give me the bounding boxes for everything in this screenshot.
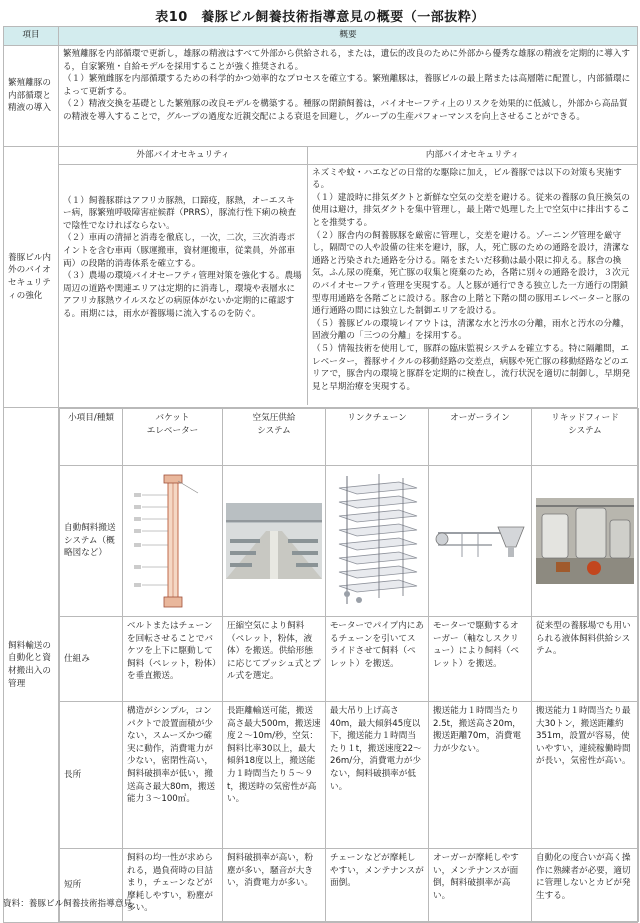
demerits-bucket: 飼料の均一性が求められる，過負荷時の目詰まり，チェーンなどが摩耗しやすい，粉塵が多い。 xyxy=(123,849,223,922)
table-header-row xyxy=(4,27,638,46)
feed-type-header-row xyxy=(60,409,639,466)
external-biosecurity-text: （１）飼養豚群はアフリカ豚熱，口蹄疫，豚熱，オーエスキー病，豚繁殖呼吸障害症候群（PRRS），豚流行性下痢の検査で陰性でなければならない。 （２）車両の清掃と消毒を徹底し，一次，二次，三次消毒ポイントを含む車両（豚運搬車，資材運搬車，従業員，外部車両）の段階的消毒体系を確立する。 （３）農場の環境バイオセーフティ管理対策を強化する。農場周辺の道路や関連エリアは定期的に消毒し，環境や表層水にアフリカ豚熱ウイルスなどの病原体がないか定期的に確認する。雨期には，雨水が養豚場に流入するのを防ぐ。 xyxy=(59,165,308,405)
demerits-auger: オーガーが摩耗しやすい，メンテナンスが面倒，飼料破損率が高い。 xyxy=(429,849,532,922)
source-note: 資料：養豚ビル飼養技術指導意見 xyxy=(3,899,132,909)
mechanism-bucket: ベルトまたはチェーンを回転させることでバケツを上下に駆動して飼料（ペレット，粉体）を垂直搬送。 xyxy=(123,617,223,702)
feed-system-table xyxy=(59,408,639,922)
row-breeding-label: 繁殖離豚の内部循環と精液の導入 xyxy=(4,46,59,147)
biosecurity-subheader xyxy=(59,147,637,165)
merits-auger: 搬送能力１時間当たり2.5t，搬送高さ20m，搬送距離70m，消費電力が少ない。 xyxy=(429,702,532,849)
link-chain-image xyxy=(326,466,429,617)
type-link-chain: リンクチェーン xyxy=(326,409,429,466)
mechanism-liquid: 従来型の養豚場でも用いられる液体飼料供給システム。 xyxy=(532,617,639,702)
row-biosecurity-label: 養豚ビル内外のバイオセキュリティの強化 xyxy=(4,147,59,408)
row-feed-transport xyxy=(4,408,638,923)
bucket-elevator-image xyxy=(123,466,223,617)
type-bucket-elevator: バケット エレベーター xyxy=(123,409,223,466)
demerits-row xyxy=(60,849,639,922)
demerits-liquid: 自動化の度合いが高く操作に熟練者が必要，適切に管理しないとカビが発生する。 xyxy=(532,849,639,922)
auger-line-icon xyxy=(432,513,528,569)
demerits-chain: チェーンなどが摩耗しやすい，メンテナンスが面倒。 xyxy=(326,849,429,922)
link-chain-building-icon xyxy=(329,472,425,610)
type-liquid-feed: リキッドフィード システム xyxy=(532,409,639,466)
mechanism-pneumatic: 圧縮空気により飼料（ペレット，粉体，液体）を搬送。供給形態に応じてプッシュ式とプル式を選定。 xyxy=(223,617,326,702)
external-biosecurity-header: 外部バイオセキュリティ xyxy=(59,147,308,164)
liquid-feed-photo-icon xyxy=(536,498,634,584)
liquid-feed-image xyxy=(532,466,639,617)
feed-image-row xyxy=(60,466,639,617)
mechanism-auger: モーターで駆動するオーガー（軸なしスクリュー）により飼料（ペレット）を搬送。 xyxy=(429,617,532,702)
merits-label: 長所 xyxy=(60,702,123,849)
row-biosecurity-content xyxy=(59,147,638,408)
auger-line-image xyxy=(429,466,532,617)
pneumatic-feed-photo-icon xyxy=(226,503,322,579)
merits-liquid: 搬送能力１時間当たり最大30トン，搬送距離約351m，設置が容易，使いやすい，連続稼働時間が長い，気密性が高い。 xyxy=(532,702,639,849)
row-breeding xyxy=(4,46,638,147)
subitem-header: 小項目/種類 xyxy=(60,409,123,466)
internal-biosecurity-text: ネズミや蚊・ハエなどの日常的な駆除に加え，ビル養豚では以下の対策も実施する。 （１）建設時に排気ダクトと新鮮な空気の交差を避ける。従来の養豚の負圧換気の使用は避け，排気ダクトを集中管理し，最上階で処理した上で空気中に排出することを推奨する。 （２）豚舎内の飼養豚豚を厳密に管理し，交差を避ける。ゾーニング管理を厳守し，隔間での人や設備の往来を避け，豚，人，死亡豚のための通路を設け，清潔な通路と汚染された通路を分ける。隔をまたいだ移動は最小限に抑える。豚舎の換気，ふん尿の廃棄，死亡豚の収集と廃棄のため，各階に別々の通路を設け，３次元のバイオセーフティ管理を実現する。人と豚が通行できる独立した一方通行の閉鎖型専用通路を各階ごとに設ける。豚舎の上階と下階の間の豚用エレベーターと豚の通行通路の間には独立した制御エリアを設ける。 （５）養豚ビルの環境レイアウトは，清潔な水と汚水の分離，雨水と汚水の分離，固液分離の「三つの分離」を採用する。 （５）情報技術を使用して，豚群の臨床監視システムを確立する。特に隔離間，エレベーター，養豚サイクルの移動経路の交差点，病豚や死亡豚の移動経路などのエリアで，豚舎内の環境と豚群を定期的に検査し，流行状況を適切に制御し，早期発見と早期治療を実現する。 xyxy=(312,167,631,392)
row-breeding-text: 繁殖離豚を内部循環で更新し，雄豚の精液はすべて外部から供給される，または，遺伝的改良のために外部から優秀な雄豚の精液を定期的に導入する，自家繁殖・自給モデルを採用することが強く推奨される。 （１）繁殖雌豚を内部循環するための科学的かつ効率的なプロセスを確立する。繁殖離豚は，養豚ビルの最上階または高層階に配置し，内部循環によって更新する。 （２）精液交換を基礎とした繁殖豚の改良モデルを構築する。種豚の閉鎖飼養は，バイオセーフティ上のリスクを効果的に低減し，外部から高品質の精液を導入することで，グループの過度な近親交配による衰退を回避し，グループの生産パフォーマンスを向上させることができる。 xyxy=(59,46,638,147)
type-auger-line: オーガーライン xyxy=(429,409,532,466)
row-feed-transport-label: 飼料輸送の自動化と資材搬出入の管理 xyxy=(4,408,59,923)
merits-chain: 最大吊り上げ高さ40m，最大傾斜45度以下，搬送能力１時間当たり１t，搬送速度22～26m/分，消費電力が少ない，飼料破損率が低い。 xyxy=(326,702,429,849)
table-title: 表10 養豚ビル飼養技術指導意見の概要（一部抜粋） xyxy=(155,10,485,25)
header-summary: 概要 xyxy=(59,27,638,46)
merits-bucket: 構造がシンプル，コンパクトで設置面積が少ない，スムーズかつ確実に動作，消費電力が少ない，密閉性高い，飼料破損率が低い，搬送高さ最大80m，搬送能力３～100㎥。 xyxy=(123,702,223,849)
row-feed-transport-content xyxy=(59,408,638,923)
header-item: 項目 xyxy=(4,27,59,46)
merits-row xyxy=(60,702,639,849)
internal-biosecurity-header: 内部バイオセキュリティ xyxy=(425,150,520,160)
demerits-pneumatic: 飼料破損率が高い，粉塵が多い，騒音が大きい，消費電力が多い。 xyxy=(223,849,326,922)
type-pneumatic: 空気圧供給 システム xyxy=(223,409,326,466)
mechanism-label: 仕組み xyxy=(60,617,123,702)
pneumatic-image xyxy=(223,466,326,617)
image-row-label: 自動飼料搬送システム（概略図など） xyxy=(60,466,123,617)
mechanism-chain: モーターでパイプ内にあるチェーンを引いてスライドさせて飼料（ペレット）を搬送。 xyxy=(326,617,429,702)
bucket-elevator-diagram-icon xyxy=(128,473,218,609)
merits-pneumatic: 長距離輸送可能，搬送高さ最大500m，搬送速度２～10m/秒，空気：飼料比率30以上，最大傾斜18度以上，搬送能力１時間当たり５～９t，搬送時の気密性が高い。 xyxy=(223,702,326,849)
overview-table xyxy=(3,26,638,923)
row-biosecurity xyxy=(4,147,638,408)
mechanism-row xyxy=(60,617,639,702)
demerits-label: 短所 xyxy=(60,849,123,922)
